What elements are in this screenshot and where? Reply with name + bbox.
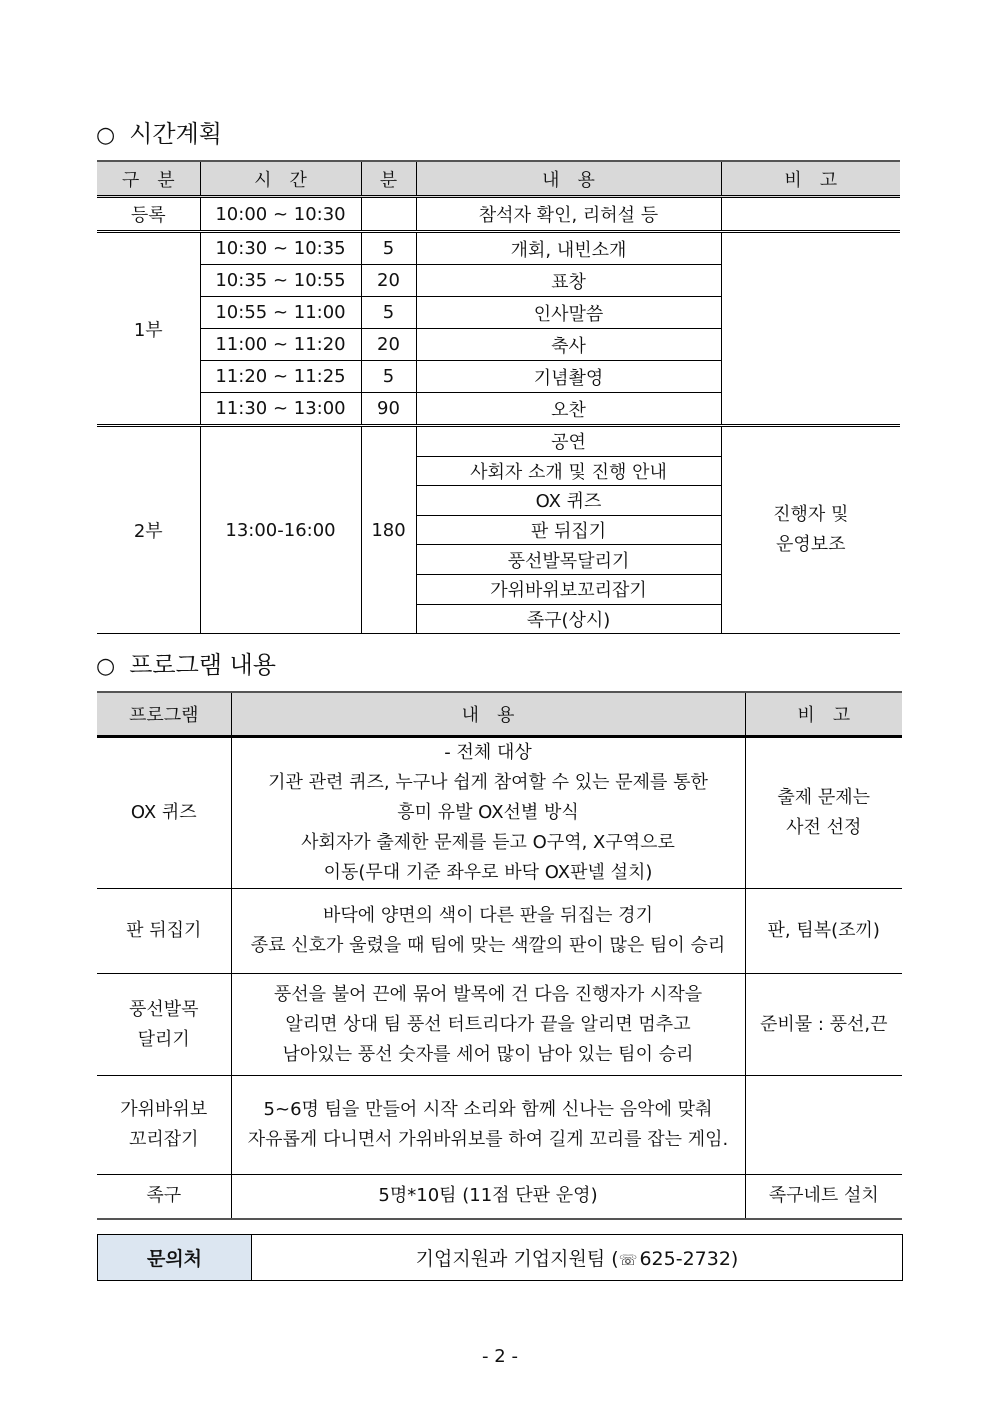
program-row-footvolley	[97, 1175, 902, 1219]
program-name-line: 가위바위보	[120, 1099, 208, 1120]
part1-time: 10:55 ~ 11:00	[200, 297, 361, 329]
header-program: 프로그램	[97, 692, 231, 737]
part1-time: 10:30 ~ 10:35	[200, 232, 361, 265]
program-note-line: 준비물 : 풍선,끈	[759, 1013, 888, 1035]
program-name-line: OX 퀴즈	[130, 802, 197, 823]
program-content	[231, 974, 745, 1076]
part1-minutes: 20	[361, 265, 416, 297]
part1-minutes: 5	[361, 361, 416, 393]
header-content: 내 용	[416, 161, 721, 197]
part1-content: 축사	[416, 329, 721, 361]
program-content	[231, 1076, 745, 1175]
part2-content: 족구(상시)	[416, 604, 721, 634]
program-name	[97, 737, 231, 889]
program-name-line: 달리기	[137, 1028, 190, 1050]
part1-content: 개회, 내빈소개	[416, 232, 721, 265]
header-minutes: 분	[361, 161, 416, 197]
part2-content: 풍선발목달리기	[416, 545, 721, 575]
header-division: 구 분	[97, 161, 200, 197]
registration-row	[97, 197, 900, 232]
program-content-line: 풍선을 불어 끈에 묶어 발목에 건 다음 진행자가 시작을	[273, 983, 703, 1005]
program-content-line: 종료 신호가 울렸을 때 팀에 맞는 색깔의 판이 많은 팀이 승리	[250, 935, 726, 956]
program-name-line: 족구	[146, 1185, 182, 1207]
contact-phone: 625-2732)	[639, 1248, 739, 1270]
part1-minutes: 5	[361, 232, 416, 265]
section-title-text: 프로그램 내용	[129, 651, 276, 679]
part2-content: 공연	[416, 426, 721, 457]
part1-label: 1부	[97, 232, 200, 426]
schedule-table	[97, 160, 900, 634]
program-content-line: 5명*10팀 (11점 단판 운영)	[378, 1185, 598, 1207]
program-note-line: 사전 선정	[786, 817, 862, 838]
program-content	[231, 737, 745, 889]
part2-minutes: 180	[361, 426, 416, 634]
part1-content: 오찬	[416, 393, 721, 426]
phone-icon: ☏	[618, 1251, 638, 1269]
program-content-line: - 전체 대상	[444, 742, 532, 763]
circle-bullet-icon: ○	[96, 123, 116, 148]
program-note	[745, 1076, 902, 1175]
program-note-line: 족구네트 설치	[768, 1185, 879, 1207]
program-name	[97, 1175, 231, 1219]
program-table	[97, 691, 902, 1220]
program-content-line: 5~6명 팀을 만들어 시작 소리와 함께 신나는 음악에 맞춰	[263, 1099, 713, 1120]
program-content-line: 기관 관련 퀴즈, 누구나 쉽게 참여할 수 있는 문제를 통한	[268, 772, 708, 793]
section-title-text: 시간계획	[129, 120, 222, 148]
part1-minutes: 90	[361, 393, 416, 426]
program-content-line: 이동(무대 기준 좌우로 바닥 OX판넬 설치)	[323, 862, 653, 883]
header-content: 내 용	[231, 692, 745, 737]
program-note	[745, 737, 902, 889]
part1-content: 표창	[416, 265, 721, 297]
part1-note	[721, 232, 900, 426]
program-name	[97, 974, 231, 1076]
part1-content: 인사말씀	[416, 297, 721, 329]
program-content-line: 남아있는 풍선 숫자를 세어 많이 남아 있는 팀이 승리	[282, 1043, 694, 1065]
circle-bullet-icon: ○	[96, 654, 116, 679]
program-row-flip	[97, 889, 902, 974]
part1-time: 11:30 ~ 13:00	[200, 393, 361, 426]
program-name-line: 판 뒤집기	[126, 920, 202, 941]
program-content	[231, 889, 745, 974]
part1-minutes: 5	[361, 297, 416, 329]
program-header-row	[97, 692, 902, 737]
contact-label: 문의처	[98, 1235, 252, 1281]
section-title-program	[96, 645, 276, 680]
program-note	[745, 889, 902, 974]
part2-note	[721, 426, 900, 634]
registration-content: 참석자 확인, 리허설 등	[416, 197, 721, 232]
schedule-header-row	[97, 161, 900, 197]
contact-row	[98, 1235, 903, 1281]
part1-minutes: 20	[361, 329, 416, 361]
registration-minutes	[361, 197, 416, 232]
program-row-balloon	[97, 974, 902, 1076]
program-content-line: 알리면 상대 팀 풍선 터트리다가 끝을 알리면 멈추고	[285, 1013, 691, 1035]
contact-text: 기업지원과 기업지원팀 (	[415, 1248, 619, 1270]
part2-content: OX 퀴즈	[416, 486, 721, 516]
program-name-line: 풍선발목	[128, 998, 199, 1020]
registration-time: 10:00 ~ 10:30	[200, 197, 361, 232]
part1-time: 10:35 ~ 10:55	[200, 265, 361, 297]
program-content-line: 자유롭게 다니면서 가위바위보를 하여 길게 꼬리를 잡는 게임.	[247, 1129, 729, 1150]
page-number: - 2 -	[482, 1346, 518, 1367]
program-note-line: 출제 문제는	[777, 787, 871, 808]
program-note	[745, 974, 902, 1076]
header-note: 비 고	[745, 692, 902, 737]
registration-label: 등록	[97, 197, 200, 232]
program-name	[97, 889, 231, 974]
program-note	[745, 1175, 902, 1219]
part2-content: 가위바위보꼬리잡기	[416, 574, 721, 604]
part1-row	[97, 232, 900, 265]
part2-row	[97, 426, 900, 457]
contact-info	[252, 1235, 903, 1281]
part2-time: 13:00-16:00	[200, 426, 361, 634]
contact-box	[97, 1234, 903, 1281]
program-row-ox-quiz	[97, 737, 902, 889]
part1-time: 11:00 ~ 11:20	[200, 329, 361, 361]
part1-time: 11:20 ~ 11:25	[200, 361, 361, 393]
part2-content: 판 뒤집기	[416, 515, 721, 545]
part1-content: 기념촬영	[416, 361, 721, 393]
program-name	[97, 1076, 231, 1175]
part2-note-line: 진행자 및	[773, 504, 849, 526]
program-content-line: 사회자가 출제한 문제를 듣고 O구역, X구역으로	[301, 832, 675, 853]
program-content	[231, 1175, 745, 1219]
program-content-line: 흥미 유발 OX선별 방식	[397, 802, 579, 823]
header-note: 비 고	[721, 161, 900, 197]
header-time: 시 간	[200, 161, 361, 197]
program-row-tail	[97, 1076, 902, 1175]
part2-content: 사회자 소개 및 진행 안내	[416, 456, 721, 486]
program-content-line: 바닥에 양면의 색이 다른 판을 뒤집는 경기	[323, 905, 653, 926]
program-note-line: 판, 팀복(조끼)	[767, 920, 880, 941]
part2-note-line: 운영보조	[775, 534, 846, 556]
part2-label: 2부	[97, 426, 200, 634]
section-title-schedule	[96, 114, 222, 149]
registration-note	[721, 197, 900, 232]
program-name-line: 꼬리잡기	[128, 1129, 199, 1150]
